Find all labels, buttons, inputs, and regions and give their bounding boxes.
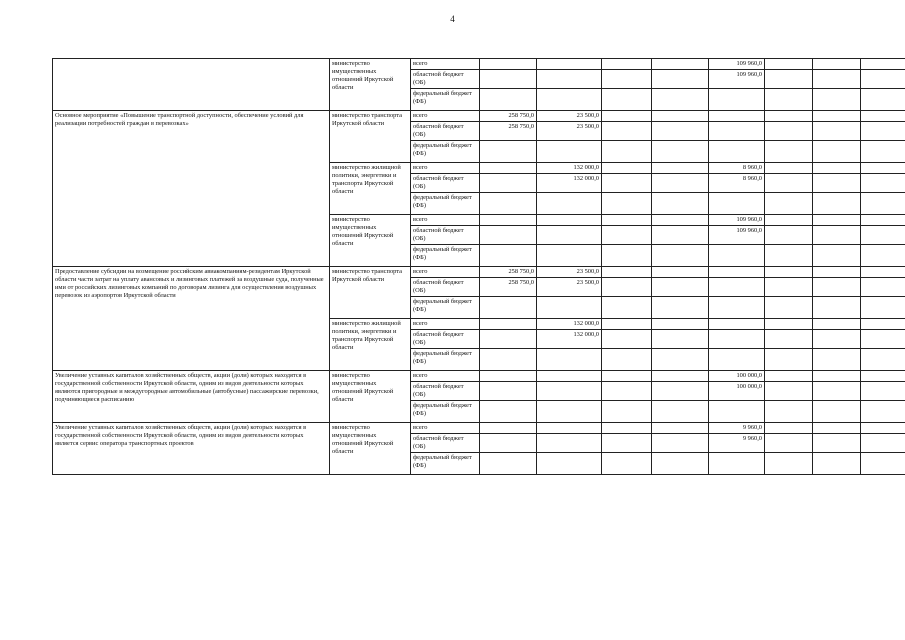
amount-cell	[709, 141, 765, 163]
funding-source-fb: федеральный бюджет (ФБ)	[411, 141, 480, 163]
amount-cell: 9 960,0	[709, 434, 765, 453]
amount-cell	[480, 215, 537, 226]
amount-cell	[537, 245, 602, 267]
amount-cell	[652, 89, 709, 111]
amount-cell	[480, 89, 537, 111]
funding-source-vsego: всего	[411, 371, 480, 382]
amount-cell	[652, 193, 709, 215]
amount-cell: 109 960,0	[709, 215, 765, 226]
funding-source-vsego: всего	[411, 163, 480, 174]
responsible-agency: министерство имущественных отношений Иркутской области	[330, 423, 411, 475]
funding-source-fb: федеральный бюджет (ФБ)	[411, 193, 480, 215]
amount-cell: 132 000,0	[537, 330, 602, 349]
amount-cell	[537, 401, 602, 423]
funding-source-fb: федеральный бюджет (ФБ)	[411, 245, 480, 267]
amount-cell	[652, 330, 709, 349]
responsible-agency: министерство транспорта Иркутской области	[330, 111, 411, 163]
funding-source-vsego: всего	[411, 111, 480, 122]
amount-cell	[652, 111, 709, 122]
funding-source-ob: областной бюджет (ОБ)	[411, 434, 480, 453]
amount-cell	[709, 297, 765, 319]
responsible-agency: министерство имущественных отношений Иркутской области	[330, 59, 411, 111]
amount-cell	[813, 278, 861, 297]
measure-description: Увеличение уставных капиталов хозяйственных обществ, акции (доли) которых находятся в государственной собственности Иркутской области, одним из видов деятельности которых является сервис оператора транспортных проектов	[53, 423, 330, 475]
amount-cell	[480, 453, 537, 475]
amount-cell	[537, 382, 602, 401]
amount-cell	[813, 141, 861, 163]
amount-cell	[813, 267, 861, 278]
funding-source-vsego: всего	[411, 319, 480, 330]
amount-cell	[813, 193, 861, 215]
amount-cell	[480, 371, 537, 382]
amount-cell	[537, 226, 602, 245]
amount-cell	[602, 89, 652, 111]
amount-cell	[765, 453, 813, 475]
amount-cell	[813, 382, 861, 401]
amount-cell	[861, 382, 905, 401]
amount-cell	[652, 215, 709, 226]
amount-cell	[765, 59, 813, 70]
funding-source-vsego: всего	[411, 215, 480, 226]
amount-cell	[861, 267, 905, 278]
amount-cell: 109 960,0	[709, 226, 765, 245]
amount-cell: 8 960,0	[709, 163, 765, 174]
funding-source-fb: федеральный бюджет (ФБ)	[411, 401, 480, 423]
amount-cell	[537, 59, 602, 70]
amount-cell	[480, 330, 537, 349]
amount-cell	[765, 401, 813, 423]
amount-cell	[602, 382, 652, 401]
amount-cell	[709, 349, 765, 371]
amount-cell	[480, 70, 537, 89]
amount-cell	[765, 382, 813, 401]
amount-cell	[602, 245, 652, 267]
funding-source-ob: областной бюджет (ОБ)	[411, 278, 480, 297]
responsible-agency: министерство имущественных отношений Иркутской области	[330, 371, 411, 423]
amount-cell	[709, 319, 765, 330]
amount-cell	[861, 89, 905, 111]
amount-cell	[765, 141, 813, 163]
responsible-agency: министерство транспорта Иркутской области	[330, 267, 411, 319]
amount-cell	[765, 193, 813, 215]
amount-cell: 258 750,0	[480, 267, 537, 278]
amount-cell	[813, 434, 861, 453]
amount-cell: 8 960,0	[709, 174, 765, 193]
amount-cell	[813, 122, 861, 141]
amount-cell	[480, 163, 537, 174]
amount-cell	[709, 330, 765, 349]
amount-cell	[602, 319, 652, 330]
measure-description: Увеличение уставных капиталов хозяйственных обществ, акции (доли) которых находятся в государственной собственности Иркутской области, одним из видов деятельности которых являются пригородные и междугородные автомобильные (автобусные) пассажирские перевозки, подчиняющиеся расписанию	[53, 371, 330, 423]
amount-cell	[765, 174, 813, 193]
amount-cell	[480, 349, 537, 371]
amount-cell	[765, 226, 813, 245]
amount-cell	[709, 111, 765, 122]
amount-cell: 132 000,0	[537, 319, 602, 330]
amount-cell	[813, 423, 861, 434]
amount-cell	[765, 111, 813, 122]
amount-cell: 9 960,0	[709, 423, 765, 434]
amount-cell	[652, 382, 709, 401]
amount-cell	[602, 349, 652, 371]
amount-cell	[765, 349, 813, 371]
amount-cell	[861, 319, 905, 330]
amount-cell	[652, 401, 709, 423]
amount-cell	[813, 174, 861, 193]
amount-cell	[480, 297, 537, 319]
amount-cell	[861, 215, 905, 226]
amount-cell	[537, 193, 602, 215]
amount-cell: 258 750,0	[480, 111, 537, 122]
amount-cell	[861, 278, 905, 297]
amount-cell	[813, 163, 861, 174]
amount-cell	[765, 297, 813, 319]
amount-cell	[537, 297, 602, 319]
funding-source-fb: федеральный бюджет (ФБ)	[411, 349, 480, 371]
measure-description: Основное мероприятие «Повышение транспортной доступности, обеспечение условий для реализации потребностей граждан в перевозках»	[53, 111, 330, 267]
amount-cell: 23 500,0	[537, 267, 602, 278]
amount-cell	[765, 245, 813, 267]
amount-cell	[813, 59, 861, 70]
amount-cell	[652, 122, 709, 141]
amount-cell	[813, 371, 861, 382]
table-row	[53, 423, 905, 434]
amount-cell	[480, 423, 537, 434]
amount-cell	[480, 319, 537, 330]
amount-cell	[652, 319, 709, 330]
amount-cell	[709, 122, 765, 141]
measure-description	[53, 59, 330, 111]
amount-cell	[765, 330, 813, 349]
amount-cell	[861, 423, 905, 434]
amount-cell: 100 000,0	[709, 371, 765, 382]
amount-cell	[602, 141, 652, 163]
amount-cell	[480, 59, 537, 70]
amount-cell	[652, 371, 709, 382]
amount-cell	[652, 434, 709, 453]
amount-cell	[813, 349, 861, 371]
amount-cell	[813, 70, 861, 89]
funding-source-vsego: всего	[411, 267, 480, 278]
amount-cell	[652, 70, 709, 89]
funding-source-ob: областной бюджет (ОБ)	[411, 382, 480, 401]
amount-cell	[652, 423, 709, 434]
amount-cell	[709, 278, 765, 297]
amount-cell	[602, 215, 652, 226]
funding-source-fb: федеральный бюджет (ФБ)	[411, 453, 480, 475]
amount-cell	[765, 371, 813, 382]
amount-cell	[861, 371, 905, 382]
amount-cell	[602, 122, 652, 141]
funding-source-ob: областной бюджет (ОБ)	[411, 174, 480, 193]
amount-cell	[480, 401, 537, 423]
amount-cell	[813, 89, 861, 111]
amount-cell	[861, 453, 905, 475]
amount-cell	[480, 226, 537, 245]
funding-source-vsego: всего	[411, 59, 480, 70]
amount-cell	[480, 193, 537, 215]
funding-source-ob: областной бюджет (ОБ)	[411, 330, 480, 349]
amount-cell	[480, 174, 537, 193]
amount-cell	[602, 226, 652, 245]
amount-cell	[602, 174, 652, 193]
amount-cell	[652, 297, 709, 319]
amount-cell	[861, 297, 905, 319]
amount-cell	[709, 401, 765, 423]
amount-cell	[861, 59, 905, 70]
amount-cell	[602, 267, 652, 278]
amount-cell	[861, 245, 905, 267]
amount-cell	[602, 297, 652, 319]
amount-cell	[861, 122, 905, 141]
amount-cell	[765, 122, 813, 141]
amount-cell	[652, 226, 709, 245]
amount-cell	[537, 349, 602, 371]
amount-cell	[652, 267, 709, 278]
amount-cell	[480, 434, 537, 453]
amount-cell	[765, 215, 813, 226]
budget-table	[52, 58, 905, 475]
amount-cell	[652, 174, 709, 193]
funding-source-fb: федеральный бюджет (ФБ)	[411, 89, 480, 111]
amount-cell	[537, 371, 602, 382]
amount-cell	[602, 423, 652, 434]
amount-cell	[861, 226, 905, 245]
amount-cell	[813, 453, 861, 475]
amount-cell	[652, 163, 709, 174]
amount-cell	[861, 70, 905, 89]
amount-cell	[861, 141, 905, 163]
amount-cell	[813, 330, 861, 349]
amount-cell	[602, 401, 652, 423]
funding-source-vsego: всего	[411, 423, 480, 434]
amount-cell	[652, 141, 709, 163]
amount-cell: 132 000,0	[537, 163, 602, 174]
table-row	[53, 111, 905, 122]
amount-cell	[813, 215, 861, 226]
amount-cell	[652, 59, 709, 70]
amount-cell	[861, 193, 905, 215]
amount-cell	[537, 423, 602, 434]
amount-cell	[602, 193, 652, 215]
amount-cell	[602, 330, 652, 349]
funding-source-ob: областной бюджет (ОБ)	[411, 226, 480, 245]
amount-cell	[709, 453, 765, 475]
amount-cell	[861, 174, 905, 193]
responsible-agency: министерство имущественных отношений Иркутской области	[330, 215, 411, 267]
amount-cell	[480, 141, 537, 163]
amount-cell	[813, 319, 861, 330]
amount-cell	[602, 371, 652, 382]
amount-cell	[813, 111, 861, 122]
amount-cell: 109 960,0	[709, 70, 765, 89]
measure-description: Предоставление субсидии на возмещение российским авиакомпаниям-резидентам Иркутской области части затрат на уплату авансовых и лизинговых платежей за воздушные суда, полученные ими от российских лизинговых компаний по договорам лизинга для осуществления воздушных перевозок из аэропортов Иркутской области	[53, 267, 330, 371]
amount-cell	[709, 267, 765, 278]
amount-cell	[537, 215, 602, 226]
amount-cell	[537, 70, 602, 89]
amount-cell	[652, 349, 709, 371]
amount-cell	[765, 278, 813, 297]
amount-cell	[480, 245, 537, 267]
page-number: 4	[450, 14, 455, 24]
responsible-agency: министерство жилищной политики, энергетики и транспорта Иркутской области	[330, 319, 411, 371]
responsible-agency: министерство жилищной политики, энергетики и транспорта Иркутской области	[330, 163, 411, 215]
amount-cell	[765, 423, 813, 434]
amount-cell	[602, 278, 652, 297]
table-row	[53, 59, 905, 70]
amount-cell	[765, 163, 813, 174]
amount-cell	[652, 278, 709, 297]
funding-source-ob: областной бюджет (ОБ)	[411, 70, 480, 89]
amount-cell	[765, 319, 813, 330]
amount-cell	[602, 70, 652, 89]
amount-cell	[537, 89, 602, 111]
amount-cell: 23 500,0	[537, 122, 602, 141]
amount-cell: 258 750,0	[480, 122, 537, 141]
amount-cell	[602, 434, 652, 453]
amount-cell: 109 960,0	[709, 59, 765, 70]
amount-cell: 100 000,0	[709, 382, 765, 401]
amount-cell: 23 500,0	[537, 278, 602, 297]
amount-cell	[813, 226, 861, 245]
amount-cell	[861, 330, 905, 349]
amount-cell	[765, 89, 813, 111]
amount-cell	[813, 245, 861, 267]
amount-cell: 132 000,0	[537, 174, 602, 193]
amount-cell	[813, 401, 861, 423]
amount-cell	[709, 89, 765, 111]
amount-cell	[652, 453, 709, 475]
amount-cell	[861, 401, 905, 423]
amount-cell	[602, 59, 652, 70]
amount-cell	[602, 111, 652, 122]
amount-cell	[709, 193, 765, 215]
amount-cell	[602, 163, 652, 174]
amount-cell	[861, 163, 905, 174]
amount-cell	[709, 245, 765, 267]
amount-cell: 258 750,0	[480, 278, 537, 297]
amount-cell	[813, 297, 861, 319]
amount-cell	[765, 70, 813, 89]
funding-source-fb: федеральный бюджет (ФБ)	[411, 297, 480, 319]
amount-cell	[861, 434, 905, 453]
amount-cell: 23 500,0	[537, 111, 602, 122]
amount-cell	[765, 267, 813, 278]
amount-cell	[480, 382, 537, 401]
amount-cell	[602, 453, 652, 475]
amount-cell	[861, 349, 905, 371]
amount-cell	[537, 434, 602, 453]
funding-source-ob: областной бюджет (ОБ)	[411, 122, 480, 141]
table-row	[53, 267, 905, 278]
amount-cell	[537, 453, 602, 475]
amount-cell	[861, 111, 905, 122]
amount-cell	[765, 434, 813, 453]
amount-cell	[652, 245, 709, 267]
amount-cell	[537, 141, 602, 163]
table-row	[53, 371, 905, 382]
